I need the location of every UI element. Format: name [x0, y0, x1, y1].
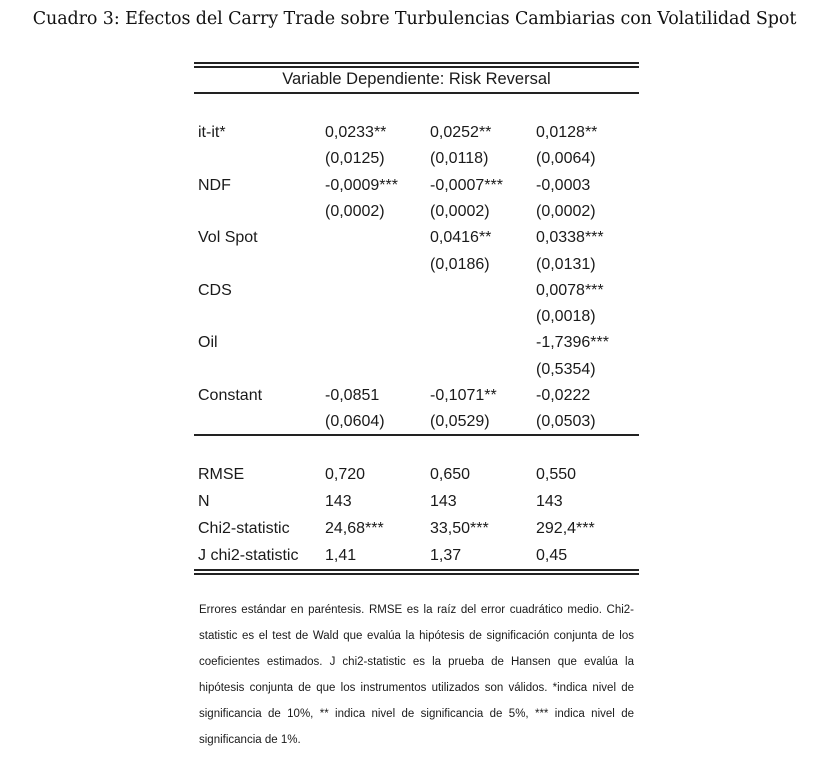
cell-value: 0,0338***	[536, 229, 604, 247]
top-rule-2	[194, 66, 639, 68]
cell-value: (0,0604)	[325, 413, 385, 431]
table-row	[194, 409, 639, 435]
cell-value: (0,0186)	[430, 255, 490, 273]
table-row	[194, 146, 639, 172]
cell-value: -0,0007***	[430, 176, 503, 194]
row-label: Constant	[198, 387, 263, 404]
cell-value: 0,0128**	[536, 124, 598, 141]
cell-value: 0,650	[430, 466, 471, 483]
top-rule-1	[194, 62, 639, 64]
cell-value: -0,0009***	[325, 176, 398, 194]
bottom-rule-2	[194, 573, 639, 575]
cell-value: -0,1071**	[430, 387, 497, 404]
cell-value: 1,37	[430, 547, 462, 564]
table-row	[194, 330, 639, 356]
row-label: J chi2-statistic	[198, 547, 299, 564]
cell-value: 0,45	[536, 547, 568, 564]
cell-value: 0,0078***	[536, 281, 604, 299]
cell-value: 1,41	[325, 547, 357, 564]
table-row	[194, 543, 639, 569]
cell-value: (0,0002)	[536, 202, 596, 220]
cell-value: 33,50***	[430, 520, 489, 537]
row-label: RMSE	[198, 466, 245, 483]
table-row	[194, 199, 639, 225]
cell-value: (0,0125)	[325, 150, 385, 168]
table-row	[194, 252, 639, 278]
cell-value: (0,0503)	[536, 413, 596, 431]
table-header: Variable Dependiente: Risk Reversal	[282, 70, 551, 88]
row-label: Vol Spot	[198, 229, 258, 247]
cell-value: 0,0416**	[430, 229, 492, 247]
table-row	[194, 304, 639, 330]
cell-value: (0,5354)	[536, 360, 596, 378]
mid-rule	[194, 434, 639, 436]
table-row	[194, 173, 639, 199]
cell-value: (0,0064)	[536, 150, 596, 168]
cell-value: -0,0003	[536, 176, 591, 194]
table-row	[194, 516, 639, 542]
table-row	[194, 357, 639, 383]
cell-value: 0,0233**	[325, 124, 387, 141]
table-notes: Errores estándar en paréntesis. RMSE es la raíz del error cuadrático medio. Chi2-statistic es el test de Wald que evalúa la hipótesis de significación conjunta de los coeficientes estimados. J chi2-statistic es la prueba de Hansen que evalúa la hipótesis conjunta de que los instrumentos utilizados son válidos. *indica nivel de significancia de 10%, ** indica nivel de significancia de 5%, *** indica nivel de significancia de 1%.	[199, 604, 634, 746]
table-caption: Cuadro 3: Efectos del Carry Trade sobre Turbulencias Cambiarias con Volatilidad Spot	[32, 9, 797, 29]
cell-value: (0,0131)	[536, 255, 596, 273]
cell-value: -0,0222	[536, 387, 591, 404]
cell-value: 0,550	[536, 466, 577, 483]
row-label: N	[198, 493, 210, 510]
table-row	[194, 120, 639, 146]
table-row	[194, 489, 639, 515]
table-row	[194, 278, 639, 304]
table-row	[194, 462, 639, 488]
row-label: CDS	[198, 281, 232, 299]
header-rule	[194, 92, 639, 94]
cell-value: 143	[430, 493, 457, 510]
table-row	[194, 383, 639, 409]
cell-value: (0,0118)	[430, 150, 489, 168]
cell-value: 143	[325, 493, 352, 510]
cell-value: -0,0851	[325, 387, 380, 404]
cell-value: 0,0252**	[430, 124, 492, 141]
row-label: Oil	[198, 334, 218, 352]
cell-value: 24,68***	[325, 520, 384, 537]
row-label: Chi2-statistic	[198, 520, 290, 537]
row-label: it-it*	[198, 124, 226, 141]
row-label: NDF	[198, 176, 231, 194]
cell-value: (0,0002)	[430, 202, 490, 220]
cell-value: 292,4***	[536, 520, 595, 537]
cell-value: (0,0018)	[536, 308, 596, 326]
cell-value: (0,0529)	[430, 413, 490, 431]
table-row	[194, 225, 639, 251]
cell-value: 0,720	[325, 466, 366, 483]
bottom-rule-1	[194, 569, 639, 571]
cell-value: -1,7396***	[536, 334, 609, 352]
cell-value: (0,0002)	[325, 202, 385, 220]
cell-value: 143	[536, 493, 563, 510]
